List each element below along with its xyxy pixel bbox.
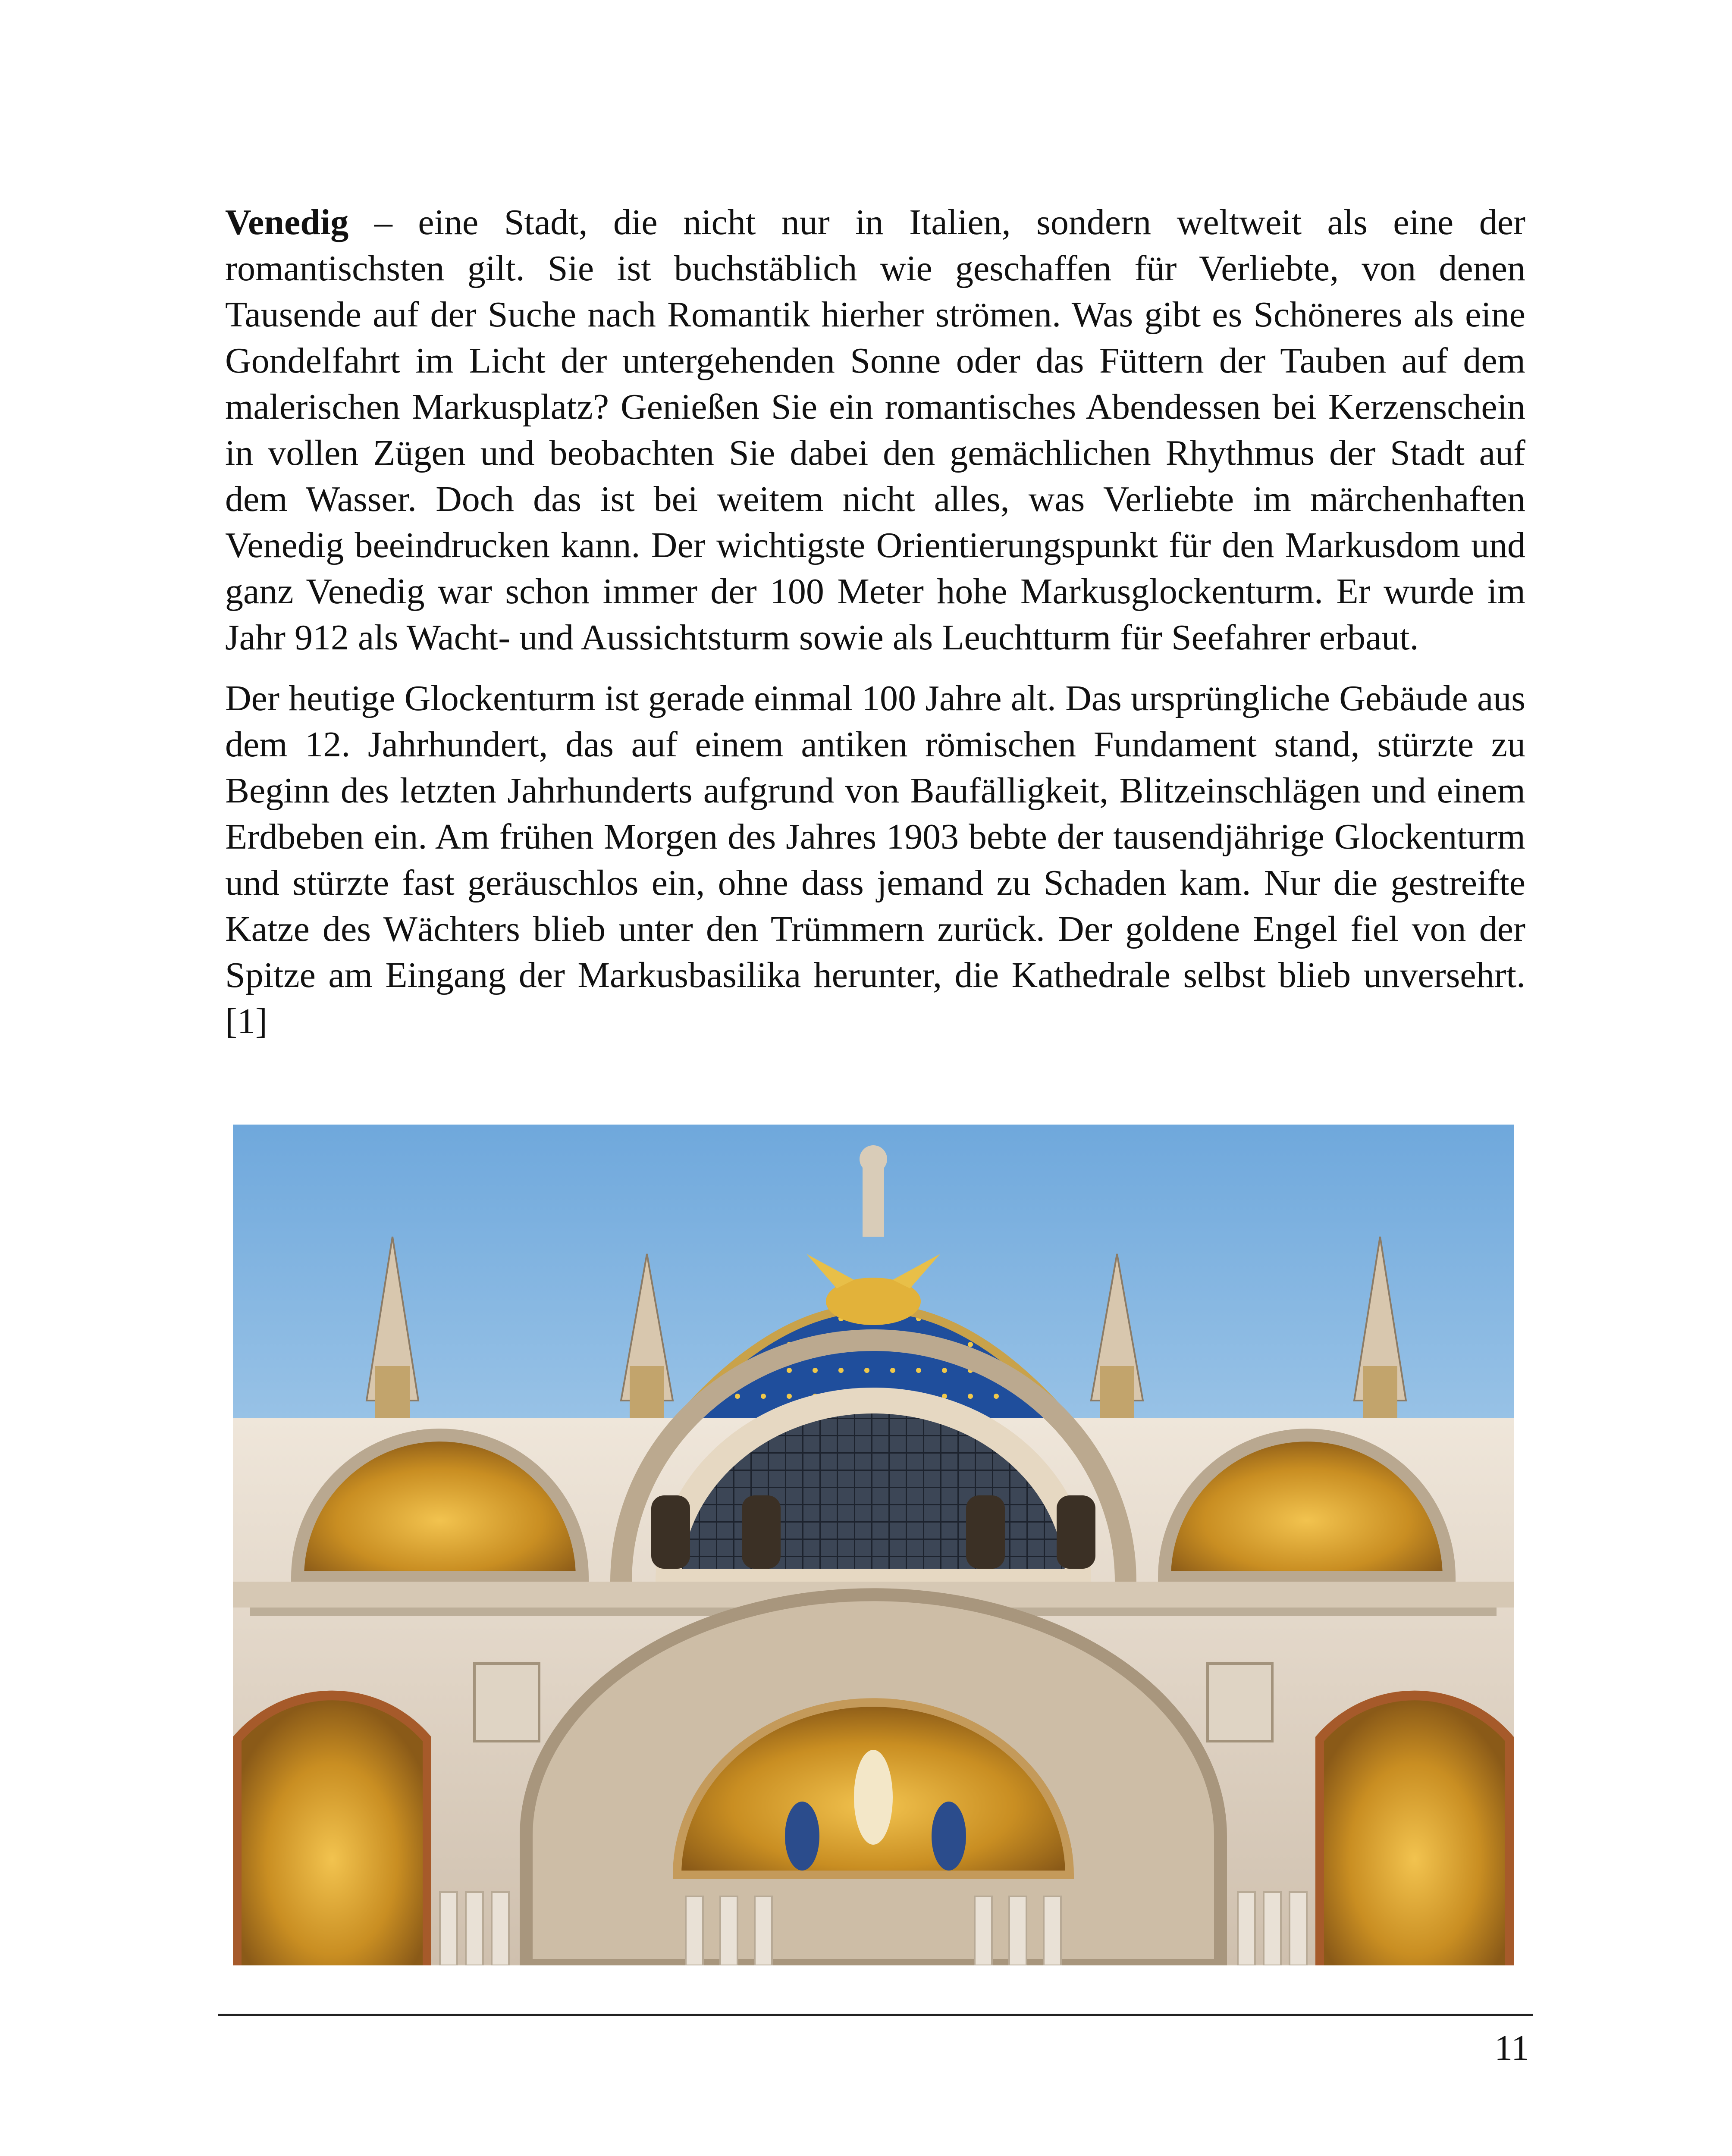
footer-rule xyxy=(218,2014,1533,2016)
paragraph-text: – eine Stadt, die nicht nur in Italien, sondern weltweit als eine der romantischsten gilt. Sie ist buchstäblich wie geschaffen für Verliebte, von denen Tausende auf der Suche nach Romantik hierher strömen. Was gibt es Schöneres als eine Gondelfahrt im Licht der untergehenden Sonne oder das Füttern der Tauben auf dem malerischen Markusplatz? Genießen Sie ein romantisches Abendessen bei Kerzenschein in vollen Zügen und beobachten Sie dabei den gemächlichen Rhythmus der Stadt auf dem Wasser. Doch das ist bei weitem nicht alles, was Verliebte im märchenhaften Venedig beeindrucken kann. Der wichtigste Orientierungspunkt für den Markusdom und ganz Venedig war schon immer der 100 Meter hohe Markusglockenturm. Er wurde im Jahr 912 als Wacht- und Aussichtsturm sowie als Leuchtturm für Seefahrer erbaut. xyxy=(225,202,1525,658)
basilica-photo xyxy=(233,1125,1514,1965)
paragraph-venedig xyxy=(225,199,1525,661)
paragraph-lead-word: Venedig xyxy=(225,202,349,242)
body-text xyxy=(225,199,1525,1059)
page-number: 11 xyxy=(1494,2028,1529,2068)
paragraph-glockenturm: Der heutige Glockenturm ist gerade einmal 100 Jahre alt. Das ursprüngliche Gebäude aus dem 12. Jahrhundert, das auf einem antiken römischen Fundament stand, stürzte zu Beginn des letzten Jahrhunderts aufgrund von Baufälligkeit, Blitzeinschlägen und einem Erdbeben ein. Am frühen Morgen des Jahres 1903 bebte der tausendjährige Glockenturm und stürzte fast geräuschlos ein, ohne dass jemand zu Schaden kam. Nur die gestreifte Katze des Wächters blieb unter den Trümmern zurück. Der goldene Engel fiel von der Spitze am Eingang der Markusbasilika herunter, die Kathedrale selbst blieb unversehrt. [1] xyxy=(225,678,1525,1041)
